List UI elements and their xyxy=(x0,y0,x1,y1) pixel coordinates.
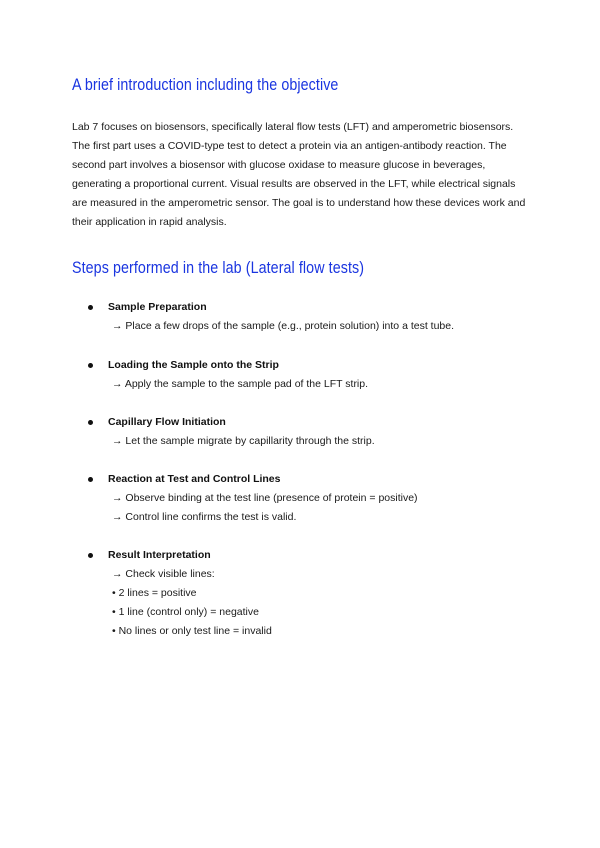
step-detail: • 2 lines = positive xyxy=(112,587,197,599)
step-detail: → Place a few drops of the sample (e.g., protein solution) into a test tube. xyxy=(112,320,455,332)
bullet-icon xyxy=(88,305,93,310)
intro-paragraph: Lab 7 focuses on biosensors, specifically lateral flow tests (LFT) and amperometric biosensors. The first part uses a COVID-type test to detect a protein via an antigen-antibody reaction. The second part involves a biosensor with glucose oxidase to measure glucose in beverages, generating a proportional current. Visual results are observed in the LFT, while electrical signals are measured in the amperometric sensor. The goal is to understand how these devices work and their application in rapid analysis. xyxy=(72,121,526,228)
bullet-icon xyxy=(88,420,93,425)
intro-heading: A brief introduction including the objective xyxy=(72,75,339,94)
bullet-icon xyxy=(88,477,93,482)
step-title: Result Interpretation xyxy=(108,549,211,561)
step-detail: → Observe binding at the test line (presence of protein = positive) xyxy=(112,492,418,504)
step-detail: → Control line confirms the test is valid. xyxy=(112,511,297,523)
bullet-icon xyxy=(88,363,93,368)
step-title: Reaction at Test and Control Lines xyxy=(108,473,281,485)
step-title: Sample Preparation xyxy=(108,301,207,313)
step-detail: • No lines or only test line = invalid xyxy=(112,625,272,637)
step-detail: → Apply the sample to the sample pad of the LFT strip. xyxy=(112,378,369,390)
steps-heading: Steps performed in the lab (Lateral flow tests) xyxy=(72,258,365,277)
step-title: Loading the Sample onto the Strip xyxy=(108,359,279,371)
step-title: Capillary Flow Initiation xyxy=(108,416,226,428)
step-detail: → Check visible lines: xyxy=(112,568,215,580)
step-detail: → Let the sample migrate by capillarity through the strip. xyxy=(112,435,375,447)
step-detail: • 1 line (control only) = negative xyxy=(112,606,259,618)
bullet-icon xyxy=(88,553,93,558)
